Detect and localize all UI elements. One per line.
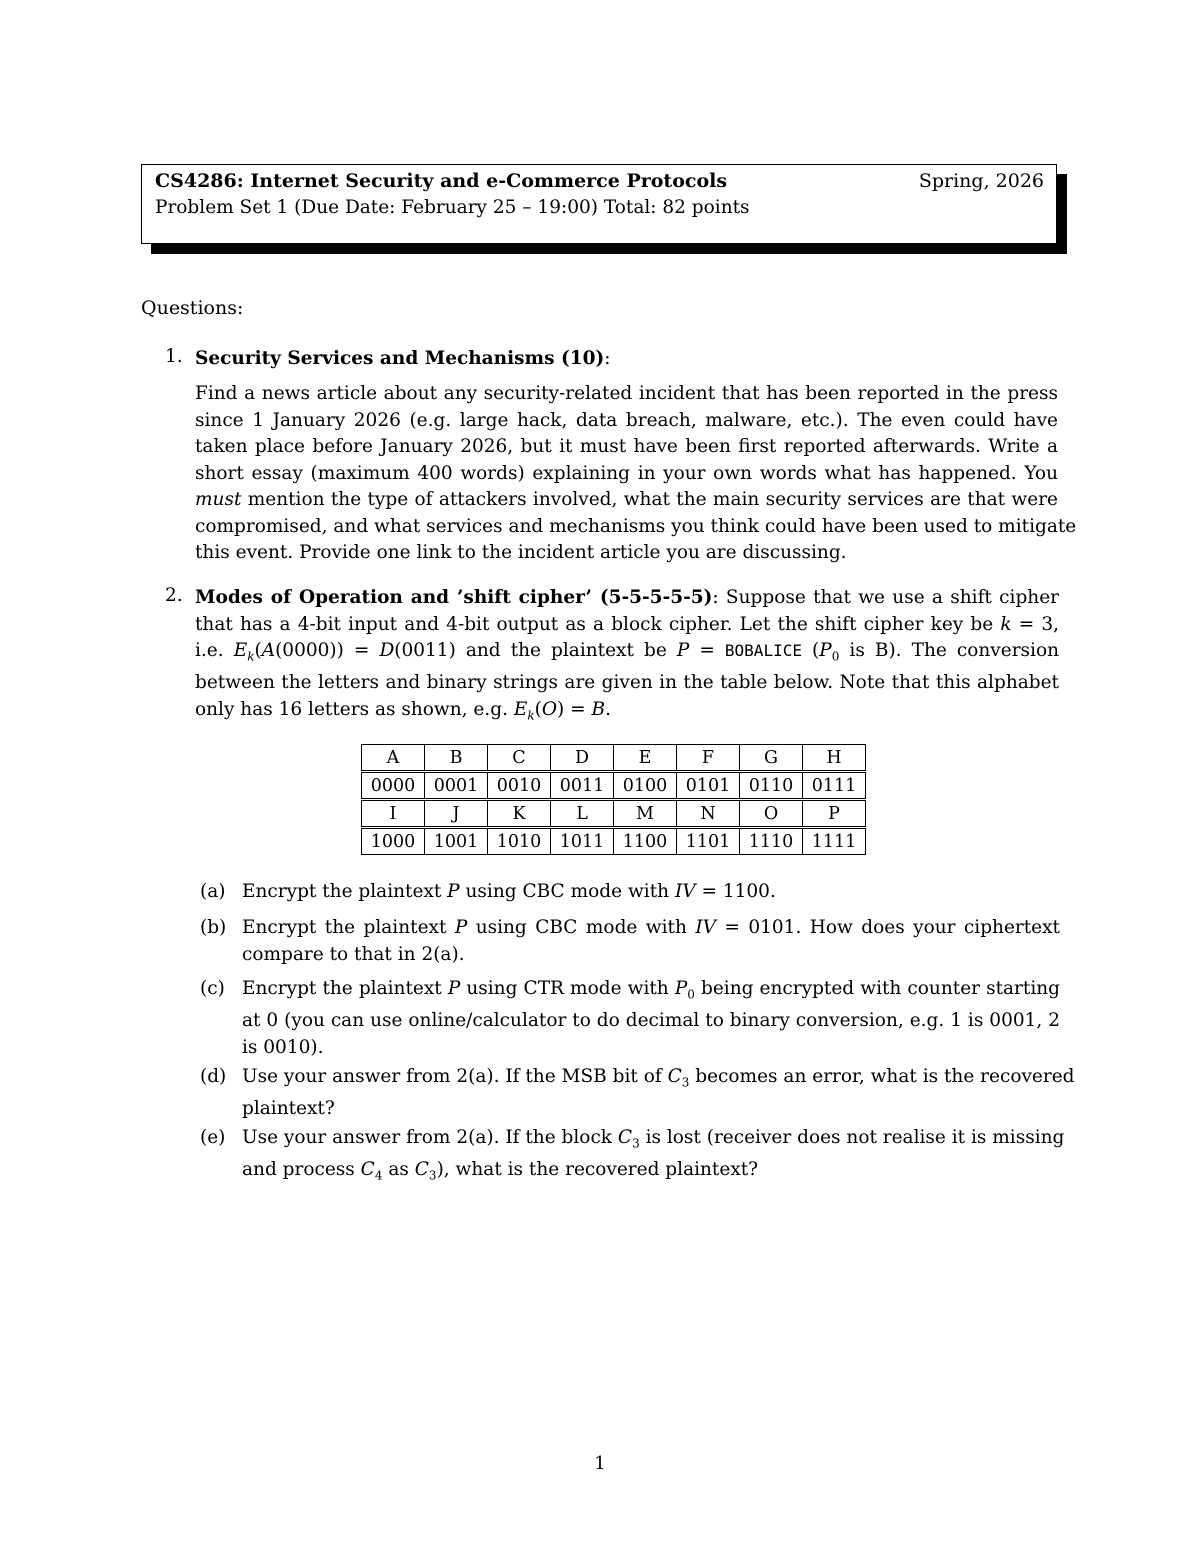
var-P: P <box>447 881 460 902</box>
var-P: P <box>454 917 468 938</box>
text-fragment: Encrypt the plaintext <box>242 917 455 938</box>
text-fragment: ( <box>534 698 542 720</box>
text-line <box>242 1064 1075 1096</box>
table-cell: 1100 <box>614 828 677 855</box>
text-line: compromised, and what services and mechanisms you think could have been used to mitigate <box>195 515 1077 537</box>
text-fragment: ( <box>254 640 262 661</box>
text-line: taken place before January 2026, but it must have been first reported afterwards. Write a <box>195 436 1058 457</box>
var-C: C <box>617 1127 633 1148</box>
part-e <box>200 1125 1065 1189</box>
table-cell: 0000 <box>362 772 425 800</box>
var-IV: IV <box>674 881 696 902</box>
text-line <box>195 585 1059 612</box>
header-box <box>141 164 1057 244</box>
var-IV: IV <box>695 917 716 938</box>
text-line: since 1 January 2026 (e.g. large hack, data breach, malware, etc.). The even could have <box>195 409 1058 431</box>
part-d <box>200 1064 1075 1123</box>
table-cell: 0010 <box>488 772 551 800</box>
var-C: C <box>667 1066 682 1087</box>
text-line <box>242 1157 1060 1189</box>
text-fragment: using CBC mode with <box>459 881 675 902</box>
var-E: E <box>513 698 528 720</box>
table-row <box>362 772 866 800</box>
table-cell: B <box>425 745 488 772</box>
text-fragment: i.e. <box>195 640 234 661</box>
var-A: A <box>261 640 276 661</box>
part-b <box>200 915 1060 968</box>
table-cell: E <box>614 745 677 772</box>
plaintext-value: BOBALICE <box>724 641 802 660</box>
question-number: 2. <box>165 585 183 606</box>
table-cell: 1001 <box>425 828 488 855</box>
header-title-line <box>155 170 1044 192</box>
text-fragment: . <box>605 698 612 720</box>
table-cell: K <box>488 800 551 828</box>
table-cell: 0111 <box>803 772 866 800</box>
page-number: 1 <box>594 1453 606 1474</box>
text-fragment: Use your answer from 2(a). If the MSB bit of <box>242 1066 668 1087</box>
table-cell: L <box>551 800 614 828</box>
text-fragment: (0011) and the plaintext be <box>394 640 677 661</box>
table-cell: 1010 <box>488 828 551 855</box>
question-title: Modes of Operation and ’shift cipher’ (5-5-5-5-5) <box>195 587 713 608</box>
course-title: : Internet Security and e-Commerce Protocols <box>236 170 728 192</box>
table-cell: I <box>362 800 425 828</box>
subscript: 4 <box>374 1168 383 1183</box>
text-fragment: Encrypt the plaintext <box>242 881 448 902</box>
course-code: CS4286 <box>155 170 237 192</box>
part-label: (e) <box>200 1127 226 1148</box>
table-cell: D <box>551 745 614 772</box>
table-cell: C <box>488 745 551 772</box>
table-cell: 0110 <box>740 772 803 800</box>
text-fragment: is B). The conversion <box>839 640 1059 661</box>
text-fragment: = 1100. <box>695 881 776 902</box>
text-fragment: being encrypted with counter starting <box>694 978 1060 999</box>
table-cell: 0101 <box>677 772 740 800</box>
table-cell: 1101 <box>677 828 740 855</box>
text-fragment: becomes an error, what is the recovered <box>689 1066 1075 1087</box>
text-fragment: as <box>382 1159 415 1181</box>
table-cell: M <box>614 800 677 828</box>
table-cell: O <box>740 800 803 828</box>
var-k: k <box>527 708 535 723</box>
text-fragment: and process <box>242 1159 361 1181</box>
subscript: 0 <box>831 649 840 664</box>
table-cell: N <box>677 800 740 828</box>
part-label: (c) <box>200 978 225 999</box>
text-line: is 0010). <box>242 1036 324 1058</box>
text-line <box>242 1125 1065 1157</box>
table-cell: 0011 <box>551 772 614 800</box>
text-line: between the letters and binary strings are given in the table below. Note that this alphabet <box>195 672 1059 694</box>
title-suffix: : <box>604 348 611 369</box>
text-line <box>242 879 1060 906</box>
text-line: Find a news article about any security-related incident that has been reported in the press <box>195 383 1058 404</box>
table-row <box>362 745 866 772</box>
table-cell: P <box>803 800 866 828</box>
var-C: C <box>414 1159 429 1181</box>
var-P: P <box>674 978 688 999</box>
table-cell: H <box>803 745 866 772</box>
var-B: B <box>591 698 606 720</box>
question-number: 1. <box>165 346 183 367</box>
var-k: k <box>1000 613 1012 635</box>
text-fragment: is lost (receiver does not realise it is missing <box>639 1127 1065 1148</box>
text-fragment: that has a 4-bit input and 4-bit output as a block cipher. Let the shift cipher key be <box>195 613 1001 635</box>
emphasis-must: must <box>195 489 242 510</box>
var-C: C <box>360 1159 375 1181</box>
table-cell: 1000 <box>362 828 425 855</box>
question-1-text <box>195 381 1077 567</box>
table-row <box>362 828 866 855</box>
text-line: compare to that in 2(a). <box>242 943 465 965</box>
table-cell: 0001 <box>425 772 488 800</box>
text-fragment: ) = <box>557 698 592 720</box>
var-P: P <box>676 640 690 661</box>
var-E: E <box>233 640 248 661</box>
var-k: k <box>247 649 255 664</box>
var-P: P <box>447 978 461 999</box>
var-D: D <box>379 640 395 661</box>
table-cell: G <box>740 745 803 772</box>
var-P: P <box>819 640 832 661</box>
text-line <box>195 638 1059 670</box>
subscript: 3 <box>632 1136 640 1151</box>
text-line <box>195 487 1058 514</box>
text-line: plaintext? <box>242 1098 335 1120</box>
alphabet-table <box>361 744 866 855</box>
table-cell: F <box>677 745 740 772</box>
text-fragment: mention the type of attackers involved, what the main security services are that were <box>241 489 1058 510</box>
text-fragment: (0000)) = <box>275 640 380 661</box>
text-fragment: = 3, <box>1011 613 1059 635</box>
text-line <box>195 612 1059 639</box>
text-line <box>242 915 1060 942</box>
subscript: 3 <box>681 1075 690 1090</box>
question-title: Security Services and Mechanisms (10) <box>195 348 605 369</box>
text-line <box>242 976 1060 1008</box>
table-cell: A <box>362 745 425 772</box>
text-line: this event. Provide one link to the incident article you are discussing. <box>195 542 847 563</box>
question-1 <box>165 346 1059 373</box>
subscript: 3 <box>428 1168 437 1183</box>
var-O: O <box>541 698 558 720</box>
text-line <box>195 697 1059 729</box>
table-cell: 1111 <box>803 828 866 855</box>
text-fragment: Use your answer from 2(a). If the block <box>242 1127 618 1148</box>
header-subtitle: Problem Set 1 (Due Date: February 25 – 19:00) Total: 82 points <box>155 197 750 218</box>
text-fragment: = 0101. How does your ciphertext <box>716 917 1060 938</box>
text-fragment: = <box>689 640 725 661</box>
table-cell: 1110 <box>740 828 803 855</box>
part-a <box>200 879 1060 906</box>
text-fragment: using CBC mode with <box>467 917 696 938</box>
part-label: (b) <box>200 917 227 938</box>
text-line: at 0 (you can use online/calculator to do decimal to binary conversion, e.g. 1 is 0001, 2 <box>242 1010 1060 1032</box>
questions-heading: Questions: <box>141 297 244 319</box>
part-c <box>200 976 1060 1061</box>
subscript: 0 <box>687 987 695 1002</box>
part-label: (d) <box>200 1066 227 1087</box>
table-row <box>362 800 866 828</box>
text-fragment: ), what is the recovered plaintext? <box>436 1159 759 1181</box>
term: Spring, 2026 <box>918 170 1044 192</box>
table-cell: 1011 <box>551 828 614 855</box>
text-fragment: ( <box>801 640 820 661</box>
question-2 <box>165 585 1059 729</box>
part-label: (a) <box>200 881 226 902</box>
table-cell: 0100 <box>614 772 677 800</box>
text-fragment: using CTR mode with <box>460 978 675 999</box>
text-line: short essay (maximum 400 words) explaining in your own words what has happened. You <box>195 462 1058 484</box>
text-fragment: : Suppose that we use a shift cipher <box>712 587 1059 608</box>
text-fragment: only has 16 letters as shown, e.g. <box>195 698 514 720</box>
text-fragment: Encrypt the plaintext <box>242 978 448 999</box>
table-cell: J <box>425 800 488 828</box>
